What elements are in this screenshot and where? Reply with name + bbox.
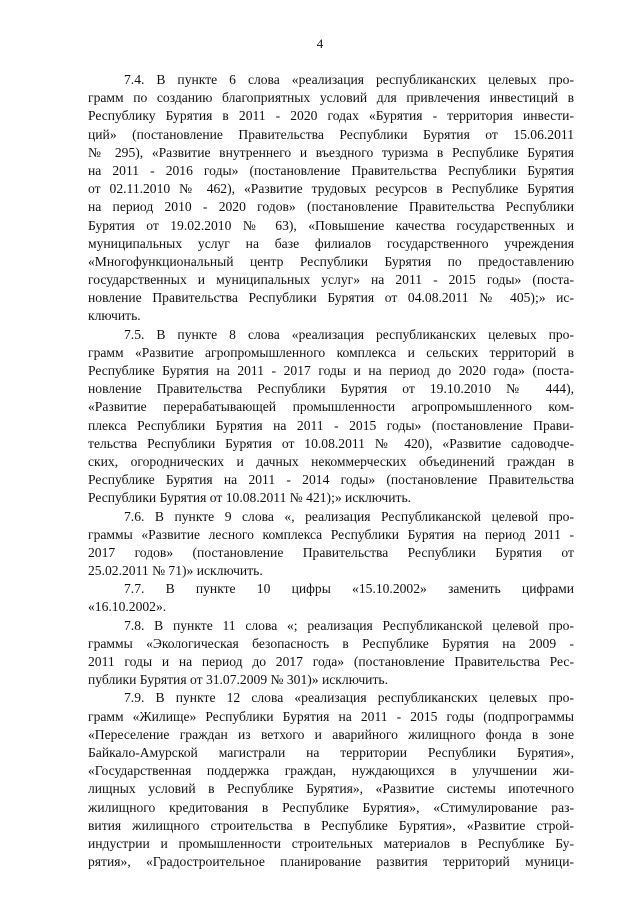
text-line: муниципальных услуг на базе филиалов государственного учреждения <box>88 235 574 251</box>
text-line: государственных и муниципальных услуг» на 2011 - 2015 годы» (поста- <box>88 272 574 288</box>
paragraph-first-line: 7.5. В пункте 8 слова «реализация республиканских целевых про- <box>124 326 574 342</box>
text-line: «Государственная поддержка граждан, нуждающихся в улучшении жи- <box>88 763 574 779</box>
text-line: от 02.11.2010 № 462), «Развитие трудовых ресурсов в Республике Бурятия <box>88 181 574 197</box>
paragraph-first-line: 7.8. В пункте 11 слова «; реализация Республиканской целевой про- <box>124 617 574 633</box>
text-line: граммы «Развитие лесного комплекса Республики Бурятия на период 2011 - <box>88 526 574 542</box>
text-line: Республики Бурятия от 10.08.2011 № 421);» исключить. <box>88 490 412 506</box>
text-line: жилищного кредитования в Республике Бурятия», «Стимулирование раз- <box>88 799 574 815</box>
paragraph-first-line: 7.6. В пункте 9 слова «, реализация Республиканской целевой про- <box>124 508 574 524</box>
text-line: 25.02.2011 № 71)» исключить. <box>88 563 263 579</box>
text-line: «Многофункциональный центр Республики Бурятия по предоставлению <box>88 253 574 269</box>
text-line: Бурятия от 19.02.2010 № 63), «Повышение качества государственных и <box>88 217 574 233</box>
paragraph-first-line: 7.4. В пункте 6 слова «реализация республиканских целевых про- <box>124 72 574 87</box>
text-line: плекса Республики Бурятия на 2011 - 2015 годы» (постановление Прави- <box>88 417 574 433</box>
text-line: Республике Бурятия на 2011 - 2014 годы» (постановление Правительства <box>88 472 574 488</box>
text-line: 2017 годов» (постановление Правительства Республики Бурятия от <box>88 544 574 560</box>
text-line: тельства Республики Бурятия от 10.08.2011 № 420), «Развитие садоводче- <box>88 435 574 451</box>
text-line: на период 2010 - 2020 годов» (постановление Правительства Республики <box>88 199 574 215</box>
page-number: 4 <box>316 36 324 51</box>
text-line: Республику Бурятия в 2011 - 2020 годах «Бурятия - территория инвести- <box>88 108 574 124</box>
text-line: ключить. <box>88 308 141 324</box>
text-line: № 295), «Развитие внутреннего и въездного туризма в Республике Бурятия <box>88 144 574 160</box>
text-line: рятия», «Градостроительное планирование развития территорий муници- <box>88 854 574 870</box>
text-line: ских, огороднических и дачных некоммерческих объединений граждан в <box>88 453 574 469</box>
text-line: грамм «Развитие агропромышленного комплекса и сельских территорий в <box>88 344 574 360</box>
text-line: публики Бурятия от 31.07.2009 № 301)» исключить. <box>88 672 388 688</box>
text-line: лищных условий в Республике Бурятия», «Развитие системы ипотечного <box>88 781 574 797</box>
text-line: Республике Бурятия на 2011 - 2017 годы и на период до 2020 года» (поста- <box>88 363 574 378</box>
text-line: «Переселение граждан из ветхого и аварийного жилищного фонда в зоне <box>88 726 574 742</box>
text-line: «16.10.2002». <box>88 599 167 615</box>
text-line: «Развитие перерабатывающей промышленности агропромышленного ком- <box>88 399 574 415</box>
document-body <box>88 71 574 871</box>
text-line: на 2011 - 2016 годы» (постановление Правительства Республики Бурятия <box>88 162 574 178</box>
text-line: новление Правительства Республики Бурятия от 04.08.2011 № 405);» ис- <box>88 290 574 306</box>
text-line: грамм «Жилище» Республики Бурятия на 2011 - 2015 годы (подпрограммы <box>88 708 574 724</box>
paragraph-first-line: 7.9. В пункте 12 слова «реализация республиканских целевых про- <box>124 690 574 706</box>
text-line: вития жилищного строительства в Республике Бурятия», «Развитие строй- <box>88 817 574 833</box>
text-line: ций» (постановление Правительства Республики Бурятия от 15.06.2011 <box>88 126 574 142</box>
text-line: Байкало-Амурской магистрали на территории Республики Бурятия», <box>88 744 574 760</box>
text-line: 2011 годы и на период до 2017 года» (постановление Правительства Рес- <box>88 654 574 669</box>
text-line: грамм по созданию благоприятных условий для привлечения инвестиций в <box>88 90 574 106</box>
text-line: новление Правительства Республики Бурятия от 19.10.2010 № 444), <box>88 381 574 397</box>
text-line: индустрии и промышленности строительных материалов в Республике Бу- <box>88 835 574 851</box>
paragraph-first-line: 7.7. В пункте 10 цифры «15.10.2002» заменить цифрами <box>124 581 574 597</box>
text-line: граммы «Экологическая безопасность в Республике Бурятия на 2009 - <box>88 635 574 651</box>
